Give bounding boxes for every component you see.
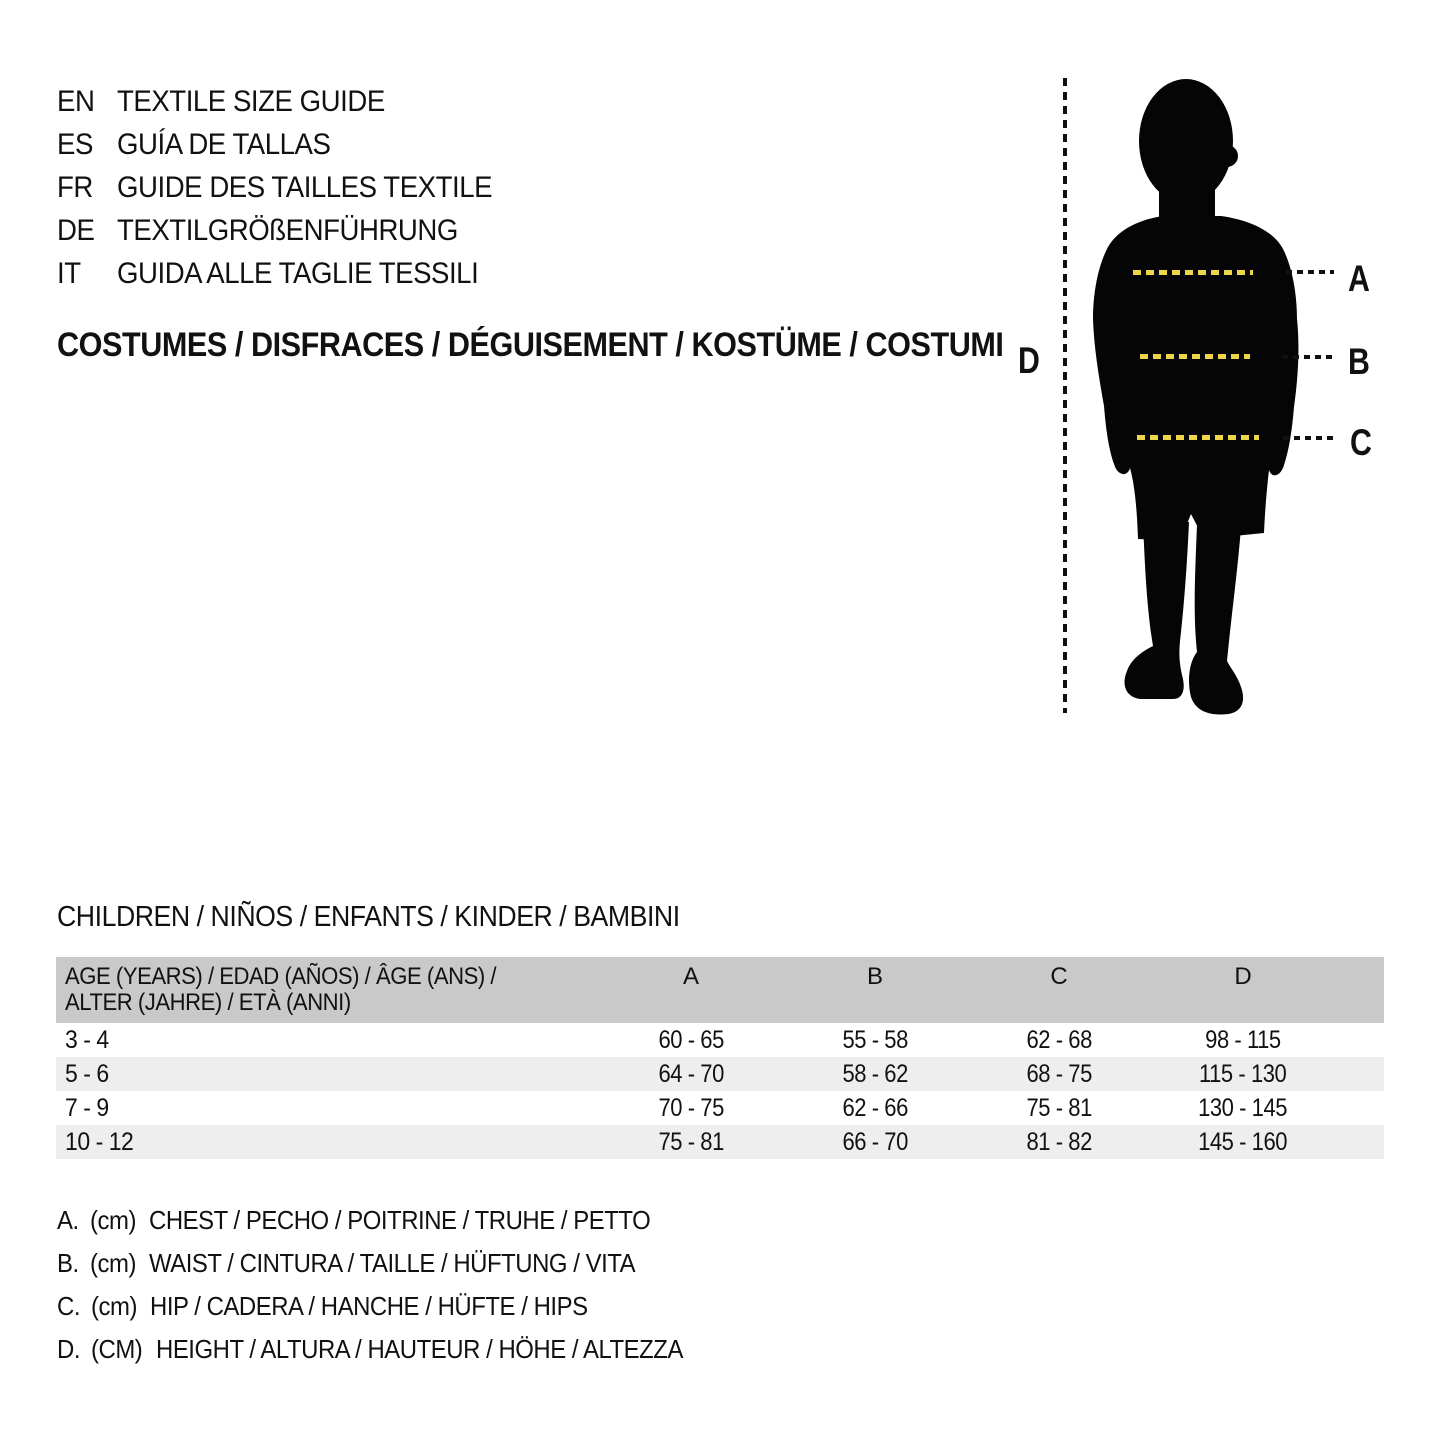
legend-text: CHEST / PECHO / POITRINE / TRUHE / PETTO — [148, 1205, 650, 1235]
age-cell: 10 - 12 — [65, 1127, 134, 1156]
waist-cell: 62 - 66 — [842, 1093, 908, 1122]
column-header-c: C — [1050, 963, 1068, 990]
measurement-legend — [57, 1199, 729, 1371]
hip-connector-line — [1283, 436, 1333, 440]
lang-title-fr: GUIDE DES TAILLES TEXTILE — [117, 170, 493, 204]
chest-cell: 70 - 75 — [658, 1093, 724, 1122]
title-line-de — [57, 209, 525, 252]
title-line-en — [57, 80, 525, 123]
height-cell: 115 - 130 — [1199, 1059, 1287, 1088]
legend-text: WAIST / CINTURA / TAILLE / HÜFTUNG / VITA — [148, 1248, 635, 1278]
hip-cell: 75 - 81 — [1026, 1093, 1092, 1122]
label-a-chest: A — [1348, 258, 1370, 299]
size-table-header-row — [56, 957, 1384, 1023]
chest-cell: 75 - 81 — [658, 1127, 724, 1156]
lang-title-de: TEXTILGRÖßENFÜHRUNG — [117, 213, 458, 247]
waist-cell: 55 - 58 — [842, 1025, 908, 1054]
child-silhouette — [1085, 70, 1300, 720]
height-measure-line-d — [1063, 78, 1067, 713]
size-table — [56, 957, 1384, 1159]
label-c-hip: C — [1350, 422, 1372, 463]
chest-connector-line — [1286, 270, 1334, 274]
height-cell: 130 - 145 — [1198, 1093, 1288, 1122]
height-cell: 98 - 115 — [1205, 1025, 1281, 1054]
legend-key: B. — [57, 1248, 79, 1278]
column-header-a: A — [682, 963, 699, 990]
table-row — [56, 1023, 1384, 1057]
legend-line-hip — [57, 1285, 729, 1328]
lang-title-it: GUIDA ALLE TAGLIE TESSILI — [117, 256, 479, 290]
table-row — [56, 1125, 1384, 1159]
column-header-d: D — [1234, 963, 1252, 990]
chest-cell: 64 - 70 — [658, 1059, 724, 1088]
label-b-waist: B — [1348, 341, 1370, 382]
legend-line-height — [57, 1328, 729, 1371]
table-row — [56, 1057, 1384, 1091]
lang-title-es: GUÍA DE TALLAS — [117, 127, 331, 161]
lang-code-it: IT — [57, 256, 81, 290]
waist-measure-line-b — [1140, 354, 1250, 359]
age-cell: 5 - 6 — [65, 1059, 109, 1088]
label-d-height: D — [1018, 340, 1040, 381]
chest-cell: 60 - 65 — [658, 1025, 724, 1054]
category-title: COSTUMES / DISFRACES / DÉGUISEMENT / KOSTÜME / COSTUMI — [57, 326, 1004, 364]
lang-code-es: ES — [57, 127, 93, 161]
hip-cell: 62 - 68 — [1026, 1025, 1092, 1054]
title-line-fr — [57, 166, 525, 209]
waist-connector-line — [1282, 355, 1332, 359]
age-column-header: AGE (YEARS) / EDAD (AÑOS) / ÂGE (ANS) / ALTER (JAHRE) / ETÀ (ANNI) — [65, 963, 497, 1016]
hip-measure-line-c — [1137, 435, 1259, 440]
legend-key: D. — [57, 1334, 80, 1364]
hip-cell: 81 - 82 — [1026, 1127, 1092, 1156]
height-cell: 145 - 160 — [1198, 1127, 1288, 1156]
lang-code-de: DE — [57, 213, 95, 247]
age-cell: 7 - 9 — [65, 1093, 109, 1122]
legend-key: A. — [57, 1205, 79, 1235]
column-header-b: B — [866, 963, 883, 990]
children-section-title: CHILDREN / NIÑOS / ENFANTS / KINDER / BAMBINI — [57, 901, 680, 933]
legend-key: C. — [57, 1291, 80, 1321]
waist-cell: 58 - 62 — [842, 1059, 908, 1088]
age-cell: 3 - 4 — [65, 1025, 109, 1054]
legend-text: HEIGHT / ALTURA / HAUTEUR / HÖHE / ALTEZZA — [155, 1334, 683, 1364]
language-title-block — [57, 80, 525, 295]
legend-unit: (cm) — [91, 1291, 137, 1321]
table-row — [56, 1091, 1384, 1125]
lang-code-fr: FR — [57, 170, 93, 204]
legend-unit: (cm) — [89, 1205, 136, 1235]
lang-code-en: EN — [57, 84, 95, 118]
legend-text: HIP / CADERA / HANCHE / HÜFTE / HIPS — [149, 1291, 588, 1321]
legend-line-chest — [57, 1199, 729, 1242]
title-line-it — [57, 252, 525, 295]
legend-unit: (CM) — [91, 1334, 143, 1364]
waist-cell: 66 - 70 — [842, 1127, 908, 1156]
lang-title-en: TEXTILE SIZE GUIDE — [117, 84, 385, 118]
title-line-es — [57, 123, 525, 166]
chest-measure-line-a — [1133, 270, 1253, 275]
hip-cell: 68 - 75 — [1026, 1059, 1092, 1088]
legend-line-waist — [57, 1242, 729, 1285]
measurement-figure — [1010, 70, 1395, 730]
legend-unit: (cm) — [89, 1248, 136, 1278]
